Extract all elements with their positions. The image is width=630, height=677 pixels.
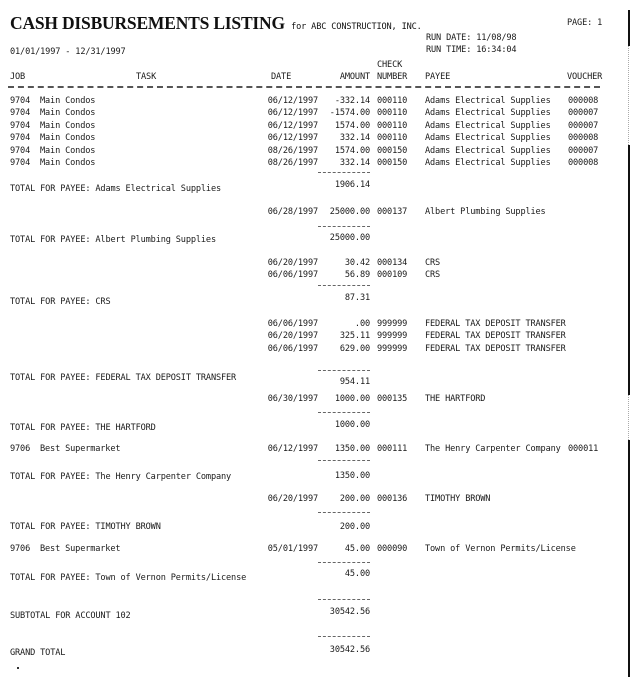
cell-check: 000110 bbox=[377, 108, 408, 119]
table-row bbox=[0, 331, 620, 343]
table-row bbox=[0, 444, 620, 456]
payee-total-label: TOTAL FOR PAYEE: Town of Vernon Permits/License bbox=[10, 573, 247, 583]
cell-check: 999999 bbox=[377, 319, 408, 329]
cell-date: 08/26/1997 bbox=[267, 158, 318, 168]
cell-job: 9704 bbox=[10, 108, 31, 119]
payee-total-amount: 954.11 bbox=[339, 377, 370, 387]
payee-total-label: TOTAL FOR PAYEE: TIMOTHY BROWN bbox=[10, 522, 161, 532]
payee-total-label: TOTAL FOR PAYEE: Albert Plumbing Supplies bbox=[10, 235, 216, 245]
cell-date: 06/20/1997 bbox=[267, 494, 318, 504]
cell-voucher: 000007 bbox=[568, 120, 599, 131]
cell-job: 9706 bbox=[10, 444, 31, 454]
table-row bbox=[0, 344, 620, 356]
table-row bbox=[0, 121, 620, 133]
cell-date: 06/06/1997 bbox=[267, 319, 318, 329]
table-row bbox=[0, 207, 620, 219]
cell-amount: 56.89 bbox=[344, 270, 370, 281]
payee-total-label: TOTAL FOR PAYEE: FEDERAL TAX DEPOSIT TRANSFER bbox=[10, 373, 237, 383]
grand-total-underline bbox=[318, 636, 370, 637]
cell-date: 06/12/1997 bbox=[267, 108, 318, 119]
cell-date: 06/06/1997 bbox=[267, 270, 318, 281]
header-divider bbox=[8, 86, 600, 88]
payee-total-label: TOTAL FOR PAYEE: THE HARTFORD bbox=[10, 423, 156, 433]
run-date: RUN DATE: 11/08/98 bbox=[426, 33, 517, 43]
cell-check: 000134 bbox=[377, 258, 408, 268]
cell-payee: CRS bbox=[425, 258, 441, 268]
table-row bbox=[0, 133, 620, 145]
cell-date: 08/26/1997 bbox=[267, 145, 318, 156]
cell-job: 9704 bbox=[10, 96, 31, 106]
payee-total-amount: 1350.00 bbox=[334, 471, 370, 481]
cell-amount: -1574.00 bbox=[329, 108, 370, 119]
cell-job: 9704 bbox=[10, 133, 31, 144]
payee-total-label: TOTAL FOR PAYEE: The Henry Carpenter Company bbox=[10, 472, 232, 482]
column-header-check-top: CHECK bbox=[377, 60, 403, 70]
cell-task: Best Supermarket bbox=[40, 544, 121, 554]
cell-voucher: 000011 bbox=[568, 444, 599, 454]
table-row bbox=[0, 494, 620, 506]
total-underline bbox=[318, 512, 370, 513]
cell-task: Main Condos bbox=[40, 145, 96, 156]
cell-check: 000109 bbox=[377, 270, 408, 281]
total-underline bbox=[318, 285, 370, 286]
cell-payee: FEDERAL TAX DEPOSIT TRANSFER bbox=[425, 331, 566, 342]
cell-payee: Adams Electrical Supplies bbox=[425, 133, 551, 144]
table-row bbox=[0, 108, 620, 120]
subtotal-label: SUBTOTAL FOR ACCOUNT 102 bbox=[10, 611, 131, 621]
cell-voucher: 000008 bbox=[568, 133, 599, 144]
cell-voucher: 000008 bbox=[568, 96, 599, 106]
table-row bbox=[0, 96, 620, 108]
cell-payee: Adams Electrical Supplies bbox=[425, 108, 551, 119]
cell-amount: 200.00 bbox=[339, 494, 370, 504]
cell-job: 9704 bbox=[10, 120, 31, 131]
cell-job: 9706 bbox=[10, 544, 31, 554]
company-name: for ABC CONSTRUCTION, INC. bbox=[291, 22, 422, 32]
cell-payee: FEDERAL TAX DEPOSIT TRANSFER bbox=[425, 343, 566, 354]
table-row bbox=[0, 146, 620, 158]
cell-job: 9704 bbox=[10, 158, 31, 168]
cell-voucher: 000007 bbox=[568, 108, 599, 119]
cell-date: 06/12/1997 bbox=[267, 96, 318, 106]
cell-date: 06/12/1997 bbox=[267, 120, 318, 131]
grand-total-amount: 30542.56 bbox=[329, 645, 370, 655]
cell-amount: 30.42 bbox=[344, 258, 370, 268]
cell-check: 000150 bbox=[377, 145, 408, 156]
column-header-check-number: NUMBER bbox=[377, 72, 408, 82]
report-title bbox=[10, 13, 422, 34]
cell-amount: -332.14 bbox=[334, 96, 370, 106]
payee-total-label: TOTAL FOR PAYEE: Adams Electrical Supplies bbox=[10, 184, 222, 194]
payee-total-amount: 1906.14 bbox=[334, 180, 370, 190]
payee-total-amount: 87.31 bbox=[344, 293, 370, 303]
cell-task: Main Condos bbox=[40, 120, 96, 131]
cell-payee: Adams Electrical Supplies bbox=[425, 120, 551, 131]
cell-amount: .00 bbox=[354, 319, 370, 329]
cell-payee: Adams Electrical Supplies bbox=[425, 145, 551, 156]
cell-amount: 332.14 bbox=[339, 133, 370, 144]
cell-date: 06/12/1997 bbox=[267, 133, 318, 144]
cell-amount: 1350.00 bbox=[334, 444, 370, 454]
cell-check: 999999 bbox=[377, 343, 408, 354]
cell-amount: 45.00 bbox=[344, 544, 370, 554]
column-header-task: TASK bbox=[136, 72, 157, 82]
total-underline bbox=[318, 562, 370, 563]
cell-amount: 25000.00 bbox=[329, 207, 370, 217]
cell-check: 999999 bbox=[377, 331, 408, 342]
total-underline bbox=[318, 226, 370, 227]
column-header-payee: PAYEE bbox=[425, 72, 451, 82]
cell-task: Main Condos bbox=[40, 158, 96, 168]
cell-payee: The Henry Carpenter Company bbox=[425, 444, 561, 454]
total-underline bbox=[318, 412, 370, 413]
column-header-date: DATE bbox=[271, 72, 292, 82]
cell-payee: FEDERAL TAX DEPOSIT TRANSFER bbox=[425, 319, 566, 329]
cell-check: 000110 bbox=[377, 120, 408, 131]
payee-total-amount: 45.00 bbox=[344, 569, 370, 579]
cell-check: 000110 bbox=[377, 133, 408, 144]
total-underline bbox=[318, 370, 370, 371]
column-header-amount: AMOUNT bbox=[339, 72, 370, 82]
date-range: 01/01/1997 - 12/31/1997 bbox=[10, 47, 126, 57]
cell-check: 000136 bbox=[377, 494, 408, 504]
cell-amount: 332.14 bbox=[339, 158, 370, 168]
cell-voucher: 000007 bbox=[568, 145, 599, 156]
stray-mark bbox=[17, 667, 19, 669]
column-header-job: JOB bbox=[10, 72, 26, 82]
cell-date: 05/01/1997 bbox=[267, 544, 318, 554]
cell-check: 000111 bbox=[377, 444, 408, 454]
cell-payee: TIMOTHY BROWN bbox=[425, 494, 491, 504]
table-row bbox=[0, 544, 620, 556]
cell-task: Main Condos bbox=[40, 96, 96, 106]
cell-amount: 629.00 bbox=[339, 343, 370, 354]
table-row bbox=[0, 158, 620, 170]
cell-amount: 325.11 bbox=[339, 331, 370, 342]
cell-amount: 1000.00 bbox=[334, 394, 370, 404]
cell-payee: THE HARTFORD bbox=[425, 394, 486, 404]
cell-date: 06/20/1997 bbox=[267, 331, 318, 342]
cell-task: Main Condos bbox=[40, 108, 96, 119]
cell-date: 06/30/1997 bbox=[267, 394, 318, 404]
cell-task: Main Condos bbox=[40, 133, 96, 144]
total-underline bbox=[318, 460, 370, 461]
table-row bbox=[0, 394, 620, 406]
cell-date: 06/20/1997 bbox=[267, 258, 318, 268]
cell-check: 000150 bbox=[377, 158, 408, 168]
page-number: PAGE: 1 bbox=[567, 18, 603, 28]
cell-voucher: 000008 bbox=[568, 158, 599, 168]
payee-total-label: TOTAL FOR PAYEE: CRS bbox=[10, 297, 111, 307]
cell-job: 9704 bbox=[10, 145, 31, 156]
payee-total-amount: 1000.00 bbox=[334, 420, 370, 430]
cell-payee: Adams Electrical Supplies bbox=[425, 96, 551, 106]
cell-task: Best Supermarket bbox=[40, 444, 121, 454]
cell-payee: CRS bbox=[425, 270, 441, 281]
payee-total-amount: 200.00 bbox=[339, 522, 370, 532]
total-underline bbox=[318, 172, 370, 173]
column-header-voucher: VOUCHER bbox=[567, 72, 603, 82]
cell-check: 000090 bbox=[377, 544, 408, 554]
cell-check: 000135 bbox=[377, 394, 408, 404]
cell-payee: Adams Electrical Supplies bbox=[425, 158, 551, 168]
subtotal-amount: 30542.56 bbox=[329, 607, 370, 617]
grand-total-label: GRAND TOTAL bbox=[10, 648, 66, 658]
cell-payee: Albert Plumbing Supplies bbox=[425, 207, 546, 217]
cell-amount: 1574.00 bbox=[334, 145, 370, 156]
cell-amount: 1574.00 bbox=[334, 120, 370, 131]
cell-check: 000110 bbox=[377, 96, 408, 106]
payee-total-amount: 25000.00 bbox=[329, 233, 370, 243]
report-title-text: CASH DISBURSEMENTS LISTING bbox=[10, 13, 285, 33]
cell-check: 000137 bbox=[377, 207, 408, 217]
table-row bbox=[0, 270, 620, 282]
cell-payee: Town of Vernon Permits/License bbox=[425, 544, 576, 554]
run-time: RUN TIME: 16:34:04 bbox=[426, 45, 517, 55]
cell-date: 06/28/1997 bbox=[267, 207, 318, 217]
subtotal-underline bbox=[318, 599, 370, 600]
table-row bbox=[0, 258, 620, 270]
cell-date: 06/12/1997 bbox=[267, 444, 318, 454]
table-row bbox=[0, 319, 620, 331]
cell-date: 06/06/1997 bbox=[267, 343, 318, 354]
